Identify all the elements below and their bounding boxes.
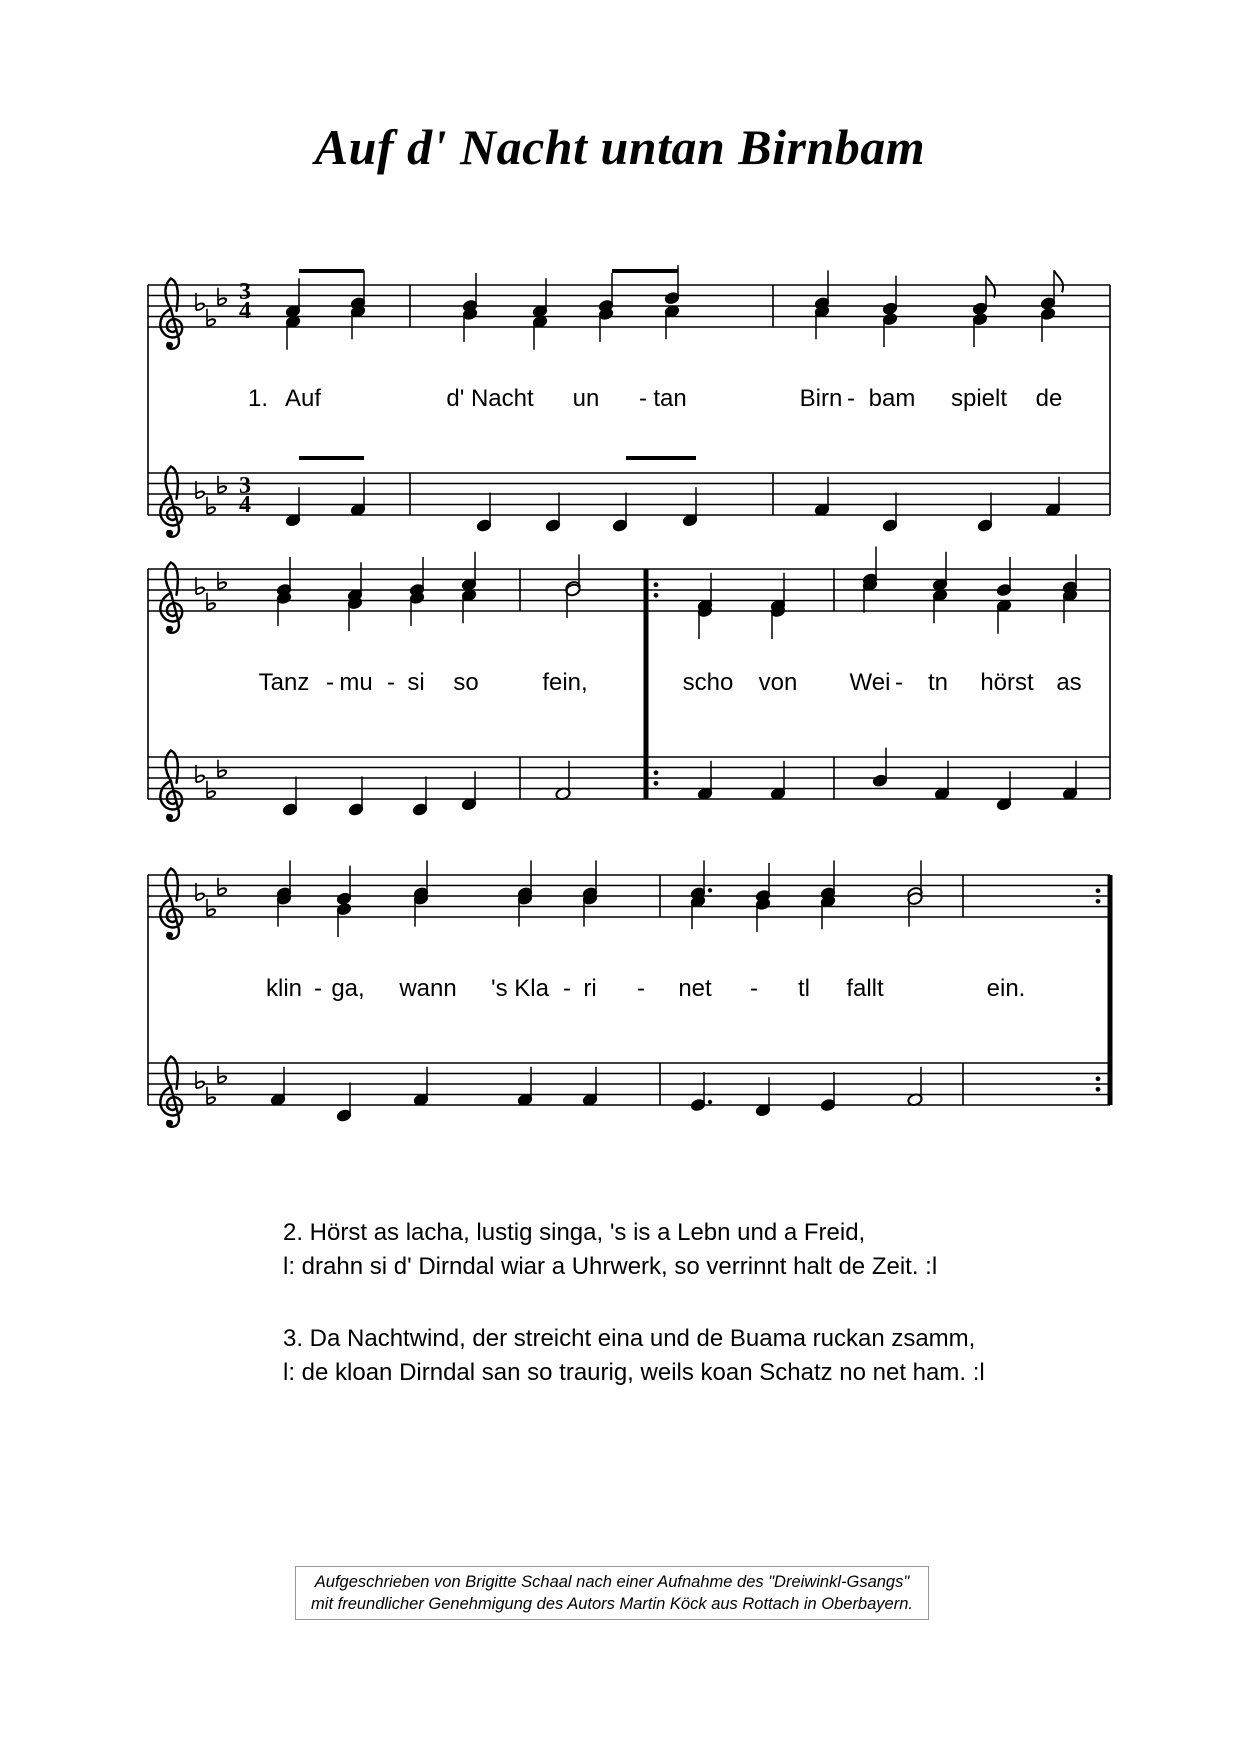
repeat-dot — [1096, 888, 1101, 893]
lyric-syllable: Auf — [284, 385, 322, 412]
repeat-dot — [654, 770, 659, 775]
lyric-syllable: - — [639, 385, 647, 412]
lyric-syllable: so — [453, 669, 479, 696]
lyric-syllable: von — [758, 669, 798, 696]
verse-line: l: de kloan Dirndal san so traurig, weils koan Schatz no net ham. :l — [283, 1359, 985, 1386]
lyric-syllable: - — [895, 669, 903, 696]
lyric-syllable: d' Nacht — [446, 385, 534, 412]
lyric-syllable: - — [387, 669, 395, 696]
flat-icon — [207, 781, 216, 799]
verse-line: 2. Hörst as lacha, lustig singa, 's is a Lebn und a Freid, — [283, 1219, 866, 1246]
repeat-dot — [1096, 1087, 1101, 1092]
lyrics — [248, 385, 1082, 1002]
repeat-dot — [654, 593, 659, 598]
lyric-syllable: de — [1035, 385, 1063, 412]
lyric-syllable: ga, — [331, 975, 365, 1002]
clefs — [160, 279, 182, 1127]
lyric-syllable: si — [407, 669, 425, 696]
verse-3 — [283, 1322, 985, 1390]
verse-line: l: drahn si d' Dirndal wiar a Uhrwerk, so verrinnt halt de Zeit. :l — [283, 1253, 938, 1280]
lyric-syllable: - — [750, 975, 758, 1002]
treble-clef-icon — [160, 869, 182, 939]
note-dot — [708, 1100, 712, 1104]
lyric-syllable: un — [572, 385, 600, 412]
flat-icon — [218, 878, 227, 896]
lyric-syllable: as — [1056, 669, 1082, 696]
lyric-syllable: net — [678, 975, 712, 1002]
time-signature-top: 3 — [239, 279, 251, 305]
lyric-syllable: scho — [682, 669, 734, 696]
verse-2 — [283, 1216, 985, 1284]
verse-line: 3. Da Nachtwind, der streicht eina und de Buama ruckan zsamm, — [283, 1325, 976, 1352]
lyric-syllable: bam — [868, 385, 916, 412]
treble-clef-icon — [160, 751, 182, 821]
flat-icon — [218, 760, 227, 778]
time-signature-bottom: 4 — [239, 492, 251, 518]
lyric-syllable: wann — [399, 975, 457, 1002]
flat-icon — [207, 1087, 216, 1105]
treble-clef-icon — [160, 1057, 182, 1127]
note-flag — [1054, 270, 1063, 292]
lyric-syllable: klin — [265, 975, 303, 1002]
repeat-dot — [1096, 1076, 1101, 1081]
lyric-syllable: 's Kla — [491, 975, 549, 1002]
key-signatures — [196, 288, 227, 1105]
flat-icon — [207, 899, 216, 917]
lyric-syllable: Birn — [799, 385, 843, 412]
flat-icon — [218, 1066, 227, 1084]
lyric-syllable: spielt — [950, 385, 1008, 412]
lyric-syllable: mu — [339, 669, 373, 696]
lyric-syllable: ein. — [986, 975, 1026, 1002]
time-signature-top: 3 — [239, 473, 251, 499]
credit-line: mit freundlicher Genehmigung des Autors Martin Köck aus Rottach in Oberbayern. — [311, 1595, 913, 1613]
repeat-dot — [654, 582, 659, 587]
lyric-syllable: ri — [583, 975, 597, 1002]
repeat-dot — [654, 781, 659, 786]
note-dot — [708, 888, 712, 892]
treble-clef-icon — [160, 467, 182, 537]
additional-verses — [283, 1216, 985, 1428]
flat-icon — [218, 572, 227, 590]
flat-icon — [207, 497, 216, 515]
credit-line: Aufgeschrieben von Brigitte Schaal nach einer Aufnahme des "Dreiwinkl-Gsangs" — [314, 1573, 910, 1591]
lyric-syllable: - — [563, 975, 571, 1002]
flat-icon — [218, 288, 227, 306]
lyric-syllable: Tanz — [258, 669, 310, 696]
lyric-syllable: hörst — [980, 669, 1034, 696]
lyric-syllable: tn — [927, 669, 949, 696]
flat-icon — [207, 309, 216, 327]
flat-icon — [207, 593, 216, 611]
lyric-syllable: - — [314, 975, 322, 1002]
lyric-syllable: Wei — [849, 669, 891, 696]
lyric-syllable: 1. — [247, 385, 269, 412]
lyric-syllable: - — [326, 669, 334, 696]
lyric-syllable: tan — [653, 385, 687, 412]
treble-clef-icon — [160, 279, 182, 349]
lyric-syllable: - — [637, 975, 645, 1002]
lyric-syllable: fein, — [542, 669, 588, 696]
song-title: Auf d' Nacht untan Birnbam — [314, 119, 926, 175]
lyric-syllable: tl — [798, 975, 810, 1002]
repeat-dot — [1096, 899, 1101, 904]
treble-clef-icon — [160, 563, 182, 633]
credit-box — [295, 1566, 929, 1620]
lyric-syllable: fallt — [846, 975, 884, 1002]
lyric-syllable: - — [847, 385, 855, 412]
note-flag — [986, 276, 995, 298]
flat-icon — [218, 476, 227, 494]
time-signature-bottom: 4 — [239, 298, 251, 324]
